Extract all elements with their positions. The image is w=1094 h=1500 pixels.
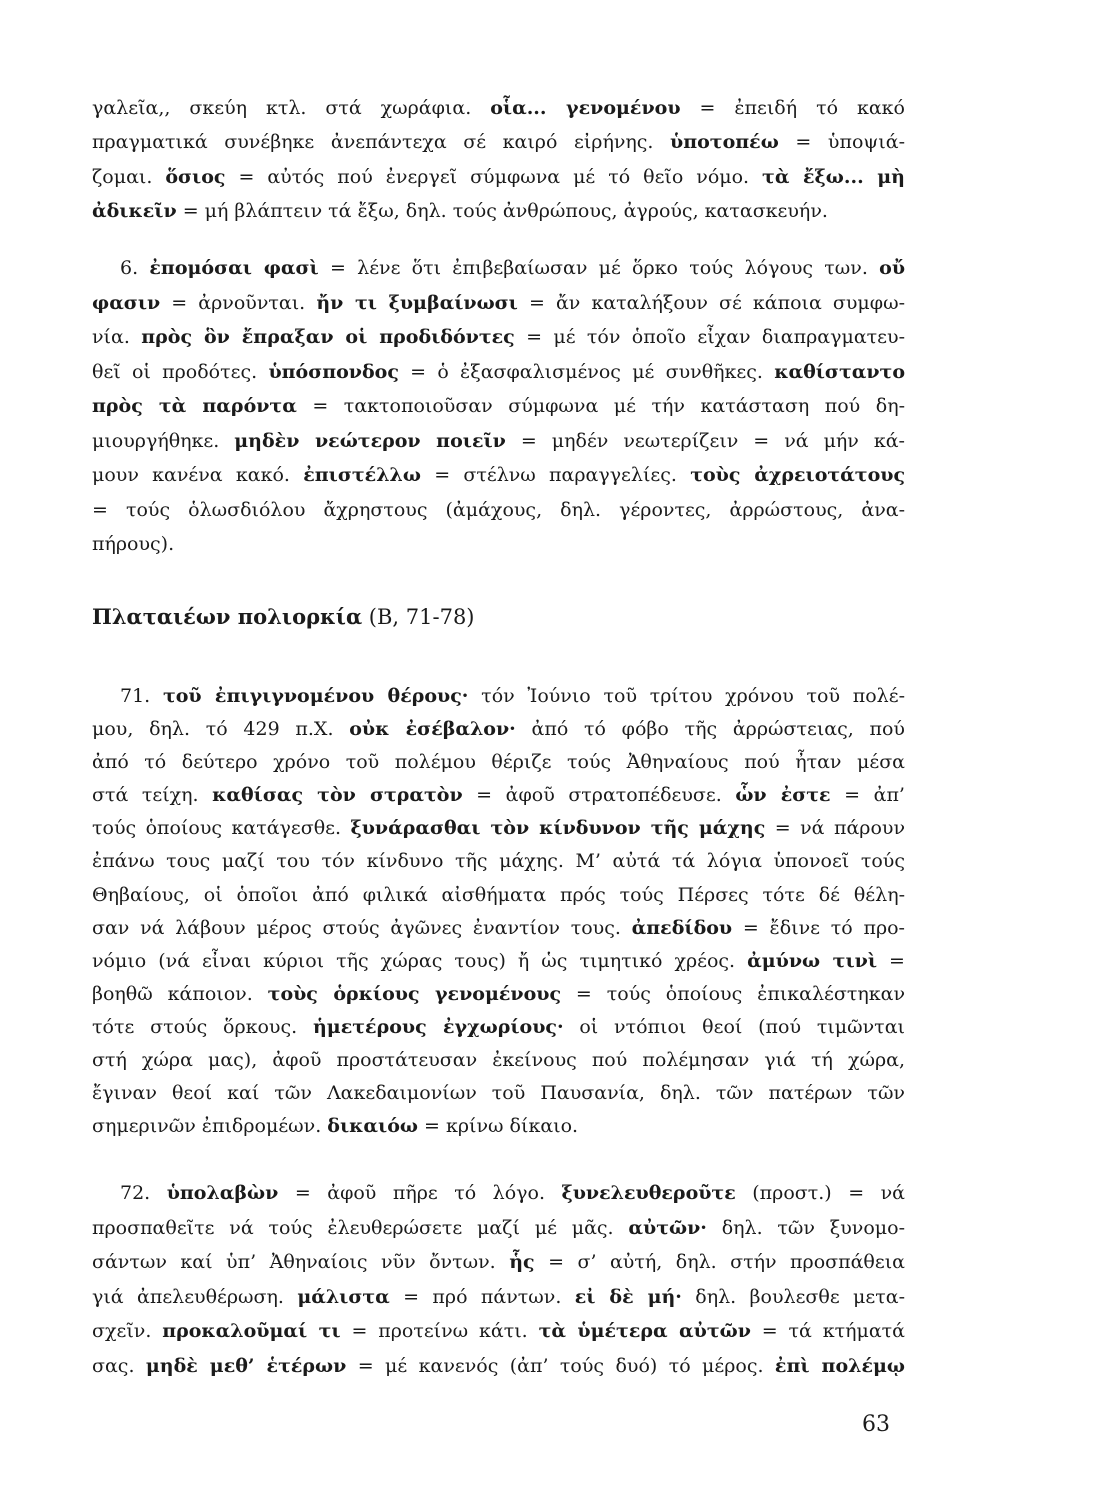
gloss-term: αὐτῶν· <box>628 1216 707 1239</box>
gloss-text: δηλ. τῶν ξυνομο- <box>706 1216 905 1239</box>
gloss-text: = ἀφοῦ στρατοπέδευσε. <box>462 784 736 807</box>
text-line <box>92 458 905 493</box>
text-line <box>92 680 905 713</box>
gloss-term: εἰ δὲ μή· <box>574 1285 682 1308</box>
text-line <box>92 1349 905 1384</box>
gloss-text: = ἐπειδή τό κακό <box>680 97 905 119</box>
text-line <box>92 286 905 321</box>
text-line <box>92 945 905 978</box>
gloss-term: φασιν <box>92 291 161 314</box>
gloss-text: = σ’ αὐτή, δηλ. στήν προσπάθεια <box>534 1251 905 1274</box>
gloss-text: = κρίνω δίκαιο. <box>417 1115 579 1138</box>
gloss-term: μάλιστα <box>297 1285 390 1308</box>
text-line <box>92 713 905 746</box>
gloss-term: ἧς <box>509 1251 535 1274</box>
gloss-term: ἐπιστέλλω <box>303 464 421 486</box>
gloss-text: 72. <box>120 1182 167 1204</box>
gloss-text: 6. <box>120 257 150 279</box>
gloss-text: οἱ ντόπιοι θεοί (πού τιμῶνται <box>563 1015 905 1038</box>
gloss-text: = λένε ὅτι ἐπιβεβαίωσαν μέ ὅρκο τούς λόγους των. <box>318 257 880 279</box>
gloss-text: ἔγιναν θεοί καί τῶν Λακεδαιμονίων τοῦ Παυσανία, δηλ. τῶν πατέρων τῶν <box>92 1082 905 1105</box>
text-line <box>92 746 905 779</box>
gloss-term: ξυνελευθεροῦτε <box>561 1182 736 1204</box>
gloss-term: ἀπεδίδου <box>631 916 733 939</box>
gloss-text: ἀπό τό φόβο τῆς ἀρρώστειας, πού <box>515 718 905 741</box>
text-line <box>92 1077 905 1110</box>
gloss-text: = τά κτήματά <box>750 1320 906 1343</box>
gloss-term: τὰ ὑμέτερα αὐτῶν <box>538 1320 751 1343</box>
gloss-text: γιά ἀπελευθέρωση. <box>92 1285 298 1308</box>
gloss-term: πρὸς ὃν ἔπραξαν οἱ προδιδόντες <box>141 326 515 348</box>
text-line <box>92 251 905 286</box>
text-line <box>92 912 905 945</box>
text-line <box>92 779 905 812</box>
gloss-text: = πρό πάντων. <box>389 1285 575 1308</box>
gloss-text: Θηβαίους, οἱ ὁποῖοι ἀπό φιλικά αἰσθήματα πρός τούς Πέρσες τότε δέ θέλη- <box>92 883 905 906</box>
gloss-term: πρὸς τὰ παρόντα <box>92 395 297 417</box>
text-line <box>92 879 905 912</box>
text-line <box>92 1280 905 1315</box>
section-heading <box>92 600 475 634</box>
gloss-text: προσπαθεῖτε νά τούς ἐλευθερώσετε μαζί μέ μᾶς. <box>92 1216 629 1239</box>
paragraph-glossary-continued <box>92 91 905 228</box>
text-line <box>92 845 905 878</box>
gloss-text: = μέ τόν ὁποῖο εἶχαν διαπραγματευ- <box>514 326 905 348</box>
gloss-term: προκαλοῦμαί τι <box>162 1320 341 1343</box>
paragraph-72 <box>92 1176 905 1384</box>
gloss-term: τὰ ἔξω... μὴ <box>762 165 905 188</box>
gloss-text: = ὑποψιά- <box>778 131 905 154</box>
gloss-term: οὔ <box>879 257 905 279</box>
gloss-text: = ἄν καταλήξουν σέ κάποια συμφω- <box>517 291 905 314</box>
gloss-term: ἀδικεῖν <box>92 199 177 222</box>
gloss-term: τοὺς ἀχρειοτάτους <box>690 464 906 486</box>
text-line <box>92 1011 905 1044</box>
gloss-term: ἤν τι ξυμβαίνωσι <box>316 291 518 314</box>
page-number: 63 <box>862 1412 890 1437</box>
gloss-term: ἐπὶ πολέμῳ <box>774 1354 905 1377</box>
gloss-text: = αὐτός πού ἐνεργεῖ σύμφωνα μέ τό θεῖο νόμο. <box>225 165 763 188</box>
paragraph-71 <box>92 680 905 1143</box>
gloss-text: = ἔδινε τό προ- <box>732 916 905 939</box>
gloss-text: σημερινῶν ἐπιδρομέων. <box>92 1115 328 1138</box>
gloss-text: τόν Ἰούνιο τοῦ τρίτου χρόνου τοῦ πολέ- <box>468 685 905 707</box>
gloss-term: ὑπολαβὼν <box>166 1182 279 1204</box>
gloss-text: σάντων καί ὑπ’ Ἀθηναίοις νῦν ὄντων. <box>92 1251 510 1274</box>
text-line <box>92 389 905 424</box>
text-line <box>92 1245 905 1280</box>
gloss-text: νία. <box>92 326 142 348</box>
gloss-text: σχεῖν. <box>92 1320 163 1343</box>
text-line <box>92 1176 905 1211</box>
text-line <box>92 812 905 845</box>
gloss-text: = νά πάρουν <box>765 817 905 840</box>
gloss-text: τούς ὁποίους κατάγεσθε. <box>92 817 351 840</box>
gloss-term: ὧν ἐστε <box>735 784 831 807</box>
text-line <box>92 1110 905 1143</box>
text-line <box>92 125 905 159</box>
gloss-text: = μή βλάπτειν τά ἔξω, δηλ. τούς ἀνθρώπους, ἀγρούς, κατασκευήν. <box>176 199 828 222</box>
gloss-term: ὅσιος <box>165 165 226 188</box>
text-line <box>92 1314 905 1349</box>
text-line <box>92 493 905 528</box>
gloss-term: μηδὲν νεώτερον ποιεῖν <box>234 429 506 452</box>
gloss-text: = ἀρνοῦνται. <box>160 291 317 314</box>
gloss-text: νόμιο (νά εἶναι κύριοι τῆς χώρας τους) ἤ ὡς τιμητικό χρέος. <box>92 949 748 972</box>
gloss-text: = προτείνω κάτι. <box>340 1320 539 1343</box>
gloss-term: οἷα... γενομένου <box>490 97 681 119</box>
gloss-text: μιουργήθηκε. <box>92 429 235 452</box>
gloss-text: ζομαι. <box>92 165 166 188</box>
gloss-term: ὑπόσπονδος <box>268 360 399 383</box>
gloss-text: στά τείχη. <box>92 784 213 807</box>
gloss-text: = ἀπ’ <box>830 784 905 807</box>
text-line <box>92 527 905 562</box>
gloss-text: δηλ. βουλεσθε μετα- <box>681 1285 905 1308</box>
gloss-text: (προστ.) = νά <box>735 1182 905 1204</box>
gloss-text: 71. <box>120 685 163 707</box>
gloss-text: σας. <box>92 1354 146 1377</box>
gloss-text: = τακτοποιοῦσαν σύμφωνα μέ τήν κατάσταση πού δη- <box>296 395 905 417</box>
text-line <box>92 320 905 355</box>
text-line <box>92 978 905 1011</box>
gloss-term: ἡμετέρους ἐγχωρίους· <box>312 1015 564 1038</box>
gloss-text: = ὁ ἐξασφαλισμένος μέ συνθῆκες. <box>398 360 775 383</box>
gloss-text: = <box>877 949 905 972</box>
gloss-text: ἐπάνω τους μαζί του τόν κίνδυνο τῆς μάχης. Μ’ αὐτά τά λόγια ὑπονοεῖ τούς <box>92 850 905 873</box>
gloss-text: = ἀφοῦ πῆρε τό λόγο. <box>278 1182 562 1204</box>
gloss-text: τότε στούς ὅρκους. <box>92 1015 313 1038</box>
gloss-text: βοηθῶ κάποιον. <box>92 982 268 1005</box>
gloss-term: τοῦ ἐπιγιγνομένου θέρους· <box>162 685 469 707</box>
gloss-term: ἀμύνω τινὶ <box>747 949 878 972</box>
section-reference: (Β, 71-78) <box>362 605 475 629</box>
gloss-text: = τούς ὁποίους ἐπικαλέστηκαν <box>561 982 906 1005</box>
text-line <box>92 1044 905 1077</box>
gloss-term: τοὺς ὁρκίους γενομένους <box>267 982 562 1005</box>
gloss-text: στή χώρα μας), ἀφοῦ προστάτευσαν ἐκείνους πού πολέμησαν γιά τή χώρα, <box>92 1049 905 1072</box>
gloss-text: πήρους). <box>92 533 175 555</box>
gloss-term: ἐπομόσαι φασὶ <box>149 257 319 279</box>
gloss-text: = τούς ὁλωσδιόλου ἄχρηστους (ἀμάχους, δηλ. γέροντες, ἀρρώστους, ἀνα- <box>92 498 905 521</box>
gloss-term: οὐκ ἐσέβαλον· <box>349 718 516 741</box>
gloss-text: = μέ κανενός (ἀπ’ τούς δυό) τό μέρος. <box>346 1354 775 1377</box>
gloss-term: καθίσας τὸν στρατὸν <box>212 784 463 807</box>
section-title: Πλαταιέων πολιορκία <box>92 604 363 629</box>
gloss-term: δικαιόω <box>327 1115 418 1138</box>
gloss-text: = μηδέν νεωτερίζειν = νά μήν κά- <box>505 429 905 452</box>
gloss-text: ἀπό τό δεύτερο χρόνο τοῦ πολέμου θέριζε τούς Ἀθηναίους πού ἦταν μέσα <box>92 751 905 774</box>
gloss-term: μηδὲ μεθ’ ἑτέρων <box>145 1354 347 1377</box>
paragraph-6 <box>92 251 905 562</box>
gloss-term: ξυνάρασθαι τὸν κίνδυνον τῆς μάχης <box>350 817 766 840</box>
text-line <box>92 355 905 390</box>
gloss-text: = στέλνω παραγγελίες. <box>420 464 691 486</box>
text-line <box>92 1211 905 1246</box>
text-line <box>92 160 905 194</box>
gloss-term: καθίσταντο <box>774 360 905 383</box>
gloss-text: θεῖ οἱ προδότες. <box>92 360 269 383</box>
text-line <box>92 194 905 228</box>
gloss-term: ὑποτοπέω <box>670 131 779 154</box>
gloss-text: μουν κανένα κακό. <box>92 464 304 486</box>
text-line <box>92 91 905 125</box>
gloss-text: γαλεῖα,, σκεύη κτλ. στά χωράφια. <box>92 97 491 119</box>
gloss-text: σαν νά λάβουν μέρος στούς ἀγῶνες ἐναντίον τους. <box>92 916 632 939</box>
gloss-text: μου, δηλ. τό 429 π.Χ. <box>92 718 350 741</box>
gloss-text: πραγματικά συνέβηκε ἀνεπάντεχα σέ καιρό εἰρήνης. <box>92 131 671 154</box>
text-line <box>92 424 905 459</box>
